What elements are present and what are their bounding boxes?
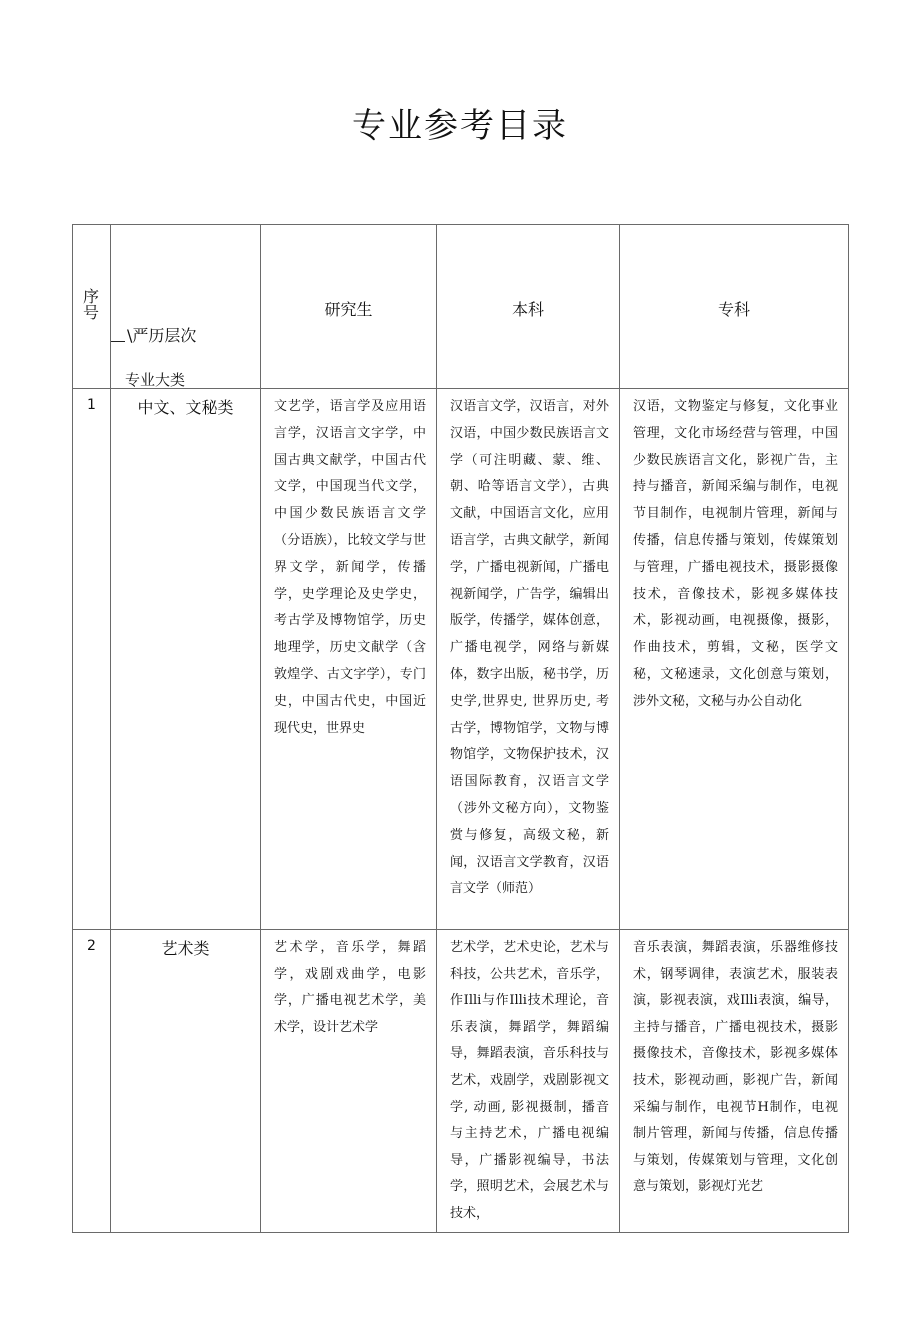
row-category: 中文、文秘类 xyxy=(111,389,261,930)
row-college-majors: 音乐表演，舞蹈表演，乐器维修技术，钢琴调律，表演艺术，服装表演，影视表演，戏Illi表演，编导，主持与播音，广播电视技术，摄影摄像技术，音像技术，影视多媒体技术，影视动画，影视广告，新闻采编与制作，电视节H制作，电视制片管理，新闻与传播，信息传播与策划，传媒策划与管理，文化创意与策划，影视灯光艺 xyxy=(620,930,849,1233)
header-category-label: 专业大类 xyxy=(125,371,186,389)
header-graduate: 研究生 xyxy=(324,300,373,319)
row-graduate-majors: 文艺学，语言学及应用语言学，汉语言文字学，中国古典文献学，中国古代文学，中国现当代文学，中国少数民族语言文学（分语族），比较文学与世界文学，新闻学，传播学，史学理论及史学史，考古学及博物馆学，历史地理学，历史文献学（含敦煌学、古文字学），专门史，中国古代史，中国近现代史，世界史 xyxy=(261,389,437,930)
row-undergraduate-majors: 汉语言文学，汉语言，对外汉语，中国少数民族语言文学（可注明藏、蒙、维、朝、哈等语言文学），古典文献，中国语言文化，应用语言学，古典文献学，新闻学，广播电视新闻，广播电视新闻学，广告学，编辑出版学，传播学，媒体创意，广播电视学，网络与新媒体，数字出版，秘书学，历史学,世界史, 世界历史, 考古学，博物馆学，文物与博物馆学，文物保护技术，汉语国际教育，汉语言文学（涉外文秘方向），文物鉴赏与修复，高级文秘，新闻，汉语言文学教育，汉语言文学（师范） xyxy=(437,389,620,930)
table-row xyxy=(73,389,849,930)
header-seq: 序号 xyxy=(82,287,99,322)
row-graduate-majors: 艺术学，音乐学，舞蹈学，戏剧戏曲学，电影学，广播电视艺术学，美术学，设计艺术学 xyxy=(261,930,437,1233)
header-diagonal-cell xyxy=(111,225,261,389)
header-seq-cell xyxy=(73,225,111,389)
header-graduate-cell xyxy=(261,225,437,389)
table-row xyxy=(73,930,849,1233)
header-level-label: \严历层次 xyxy=(127,326,197,345)
major-catalog-table xyxy=(72,224,849,1233)
table-header-row xyxy=(73,225,849,389)
header-college-cell xyxy=(620,225,849,389)
header-undergraduate-cell xyxy=(437,225,620,389)
row-seq: 1 xyxy=(73,389,111,930)
header-college: 专科 xyxy=(717,300,750,319)
row-college-majors: 汉语，文物鉴定与修复，文化事业管理，文化市场经营与管理，中国少数民族语言文化，影视广告，主持与播音，新闻采编与制作，电视节目制作，电视制片管理，新闻与传播，信息传播与策划，传媒策划与管理，广播电视技术，摄影摄像技术，音像技术，影视多媒体技术，影视动画，电视摄像，摄影，作曲技术，剪辑，文秘，医学文秘，文秘速录，文化创意与策划，涉外文秘，文秘与办公自动化 xyxy=(620,389,849,930)
row-category: 艺术类 xyxy=(111,930,261,1233)
row-undergraduate-majors: 艺术学，艺术史论，艺术与科技，公共艺术，音乐学，作Illi与作Illi技术理论，音乐表演，舞蹈学，舞蹈编导，舞蹈表演，音乐科技与艺术，戏剧学，戏剧影视文学, 动画, 影视摄制，播音与主持艺术，广播电视编导，广播影视编导，书法学，照明艺术，会展艺术与技术， xyxy=(437,930,620,1233)
page-title: 专业参考目录 xyxy=(352,106,568,146)
diagonal-divider xyxy=(111,341,125,342)
header-undergraduate: 本科 xyxy=(511,300,544,319)
row-seq: 2 xyxy=(73,930,111,1233)
